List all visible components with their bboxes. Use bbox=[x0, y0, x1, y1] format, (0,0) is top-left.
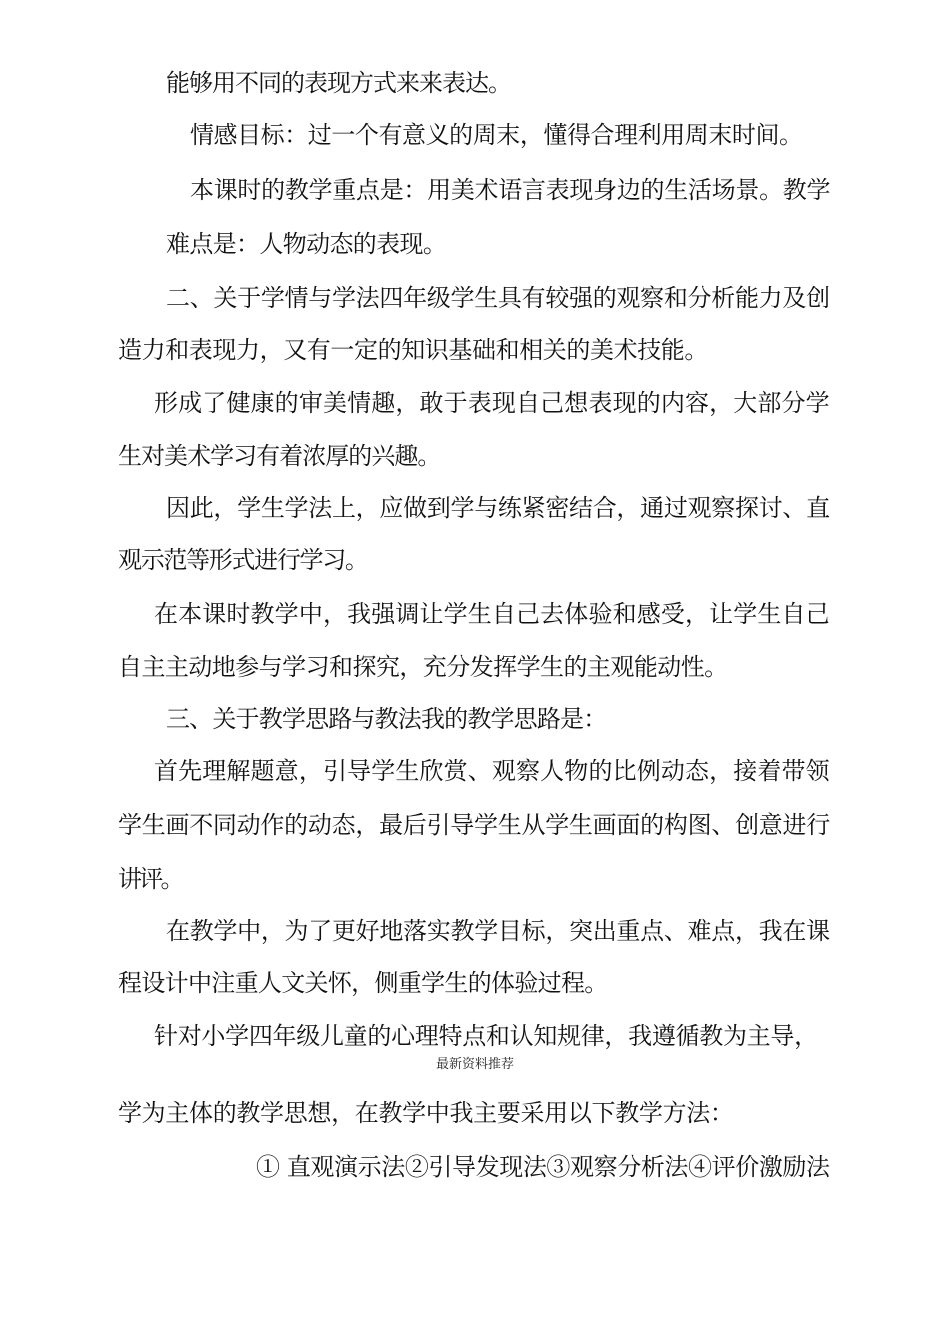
page-footer: 最新资料推荐 bbox=[436, 1057, 515, 1072]
method-list-line: ① 直观演示法②引导发现法③观察分析法④评价激励法 bbox=[256, 1153, 830, 1181]
paragraph-line: 因此，学生学法上，应做到学与练紧密结合，通过观察探讨、直 bbox=[166, 494, 830, 522]
paragraph-line: 程设计中注重人文关怀，侧重学生的体验过程。 bbox=[118, 969, 608, 997]
paragraph-line: 讲评。 bbox=[118, 865, 182, 893]
paragraph-line: 情感目标：过一个有意义的周末，懂得合理利用周末时间。 bbox=[190, 121, 803, 149]
paragraph-line: 首先理解题意，引导学生欣赏、观察人物的比例动态，接着带领 bbox=[154, 757, 830, 785]
paragraph-line: 本课时的教学重点是：用美术语言表现身边的生活场景。教学 bbox=[190, 176, 831, 204]
section-heading-line: 三、关于教学思路与教法我的教学思路是： bbox=[166, 705, 607, 733]
paragraph-line: 学为主体的教学思想，在教学中我主要采用以下教学方法： bbox=[118, 1099, 734, 1127]
paragraph-line: 观示范等形式进行学习。 bbox=[118, 546, 368, 574]
paragraph-line: 针对小学四年级儿童的心理特点和认知规律，我遵循教为主导， bbox=[154, 1022, 818, 1050]
paragraph-line: 学生画不同动作的动态，最后引导学生从学生画面的构图、创意进行 bbox=[118, 811, 830, 839]
paragraph-line: 二、关于学情与学法四年级学生具有较强的观察和分析能力及创 bbox=[166, 284, 830, 312]
paragraph-line: 难点是：人物动态的表现。 bbox=[166, 230, 447, 258]
paragraph-line: 能够用不同的表现方式来来表达。 bbox=[166, 69, 511, 97]
paragraph-line: 在教学中，为了更好地落实教学目标，突出重点、难点，我在课 bbox=[166, 917, 830, 945]
paragraph-line: 生对美术学习有着浓厚的兴趣。 bbox=[118, 442, 441, 470]
paragraph-line: 在本课时教学中，我强调让学生自己去体验和感受，让学生自己 bbox=[154, 600, 830, 628]
paragraph-line: 形成了健康的审美情趣，敢于表现自己想表现的内容，大部分学 bbox=[154, 389, 830, 417]
paragraph-line: 自主主动地参与学习和探究，充分发挥学生的主观能动性。 bbox=[118, 653, 728, 681]
paragraph-line: 造力和表现力，又有一定的知识基础和相关的美术技能。 bbox=[118, 336, 708, 364]
